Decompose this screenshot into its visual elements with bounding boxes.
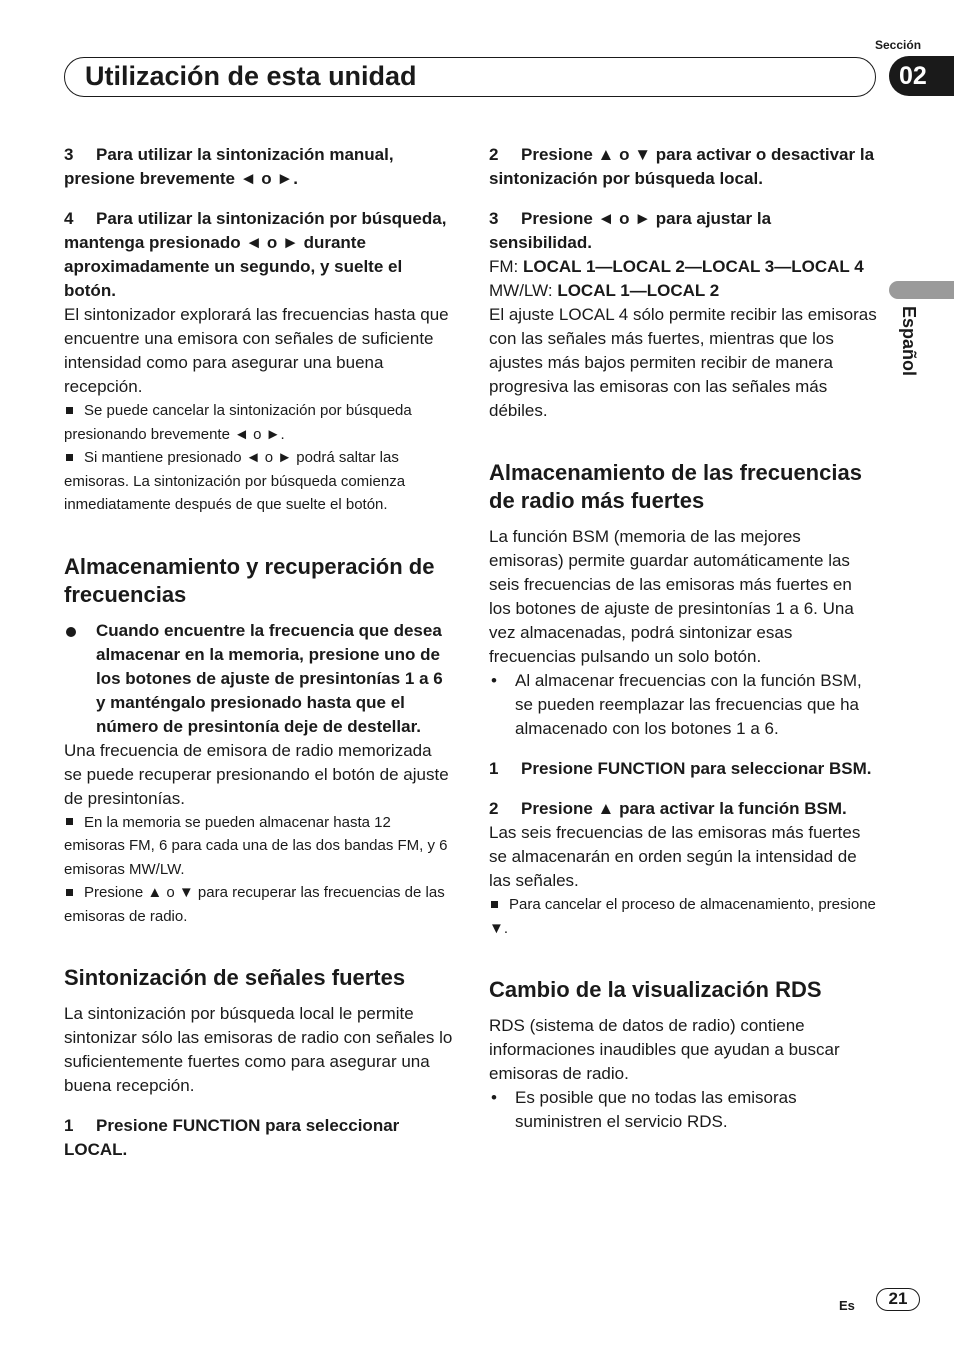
- mwlw-local-options: MW/LW: LOCAL 1—LOCAL 2: [489, 281, 720, 300]
- note-square-icon: [66, 407, 73, 414]
- step-dot-icon: [66, 627, 76, 637]
- section-number-badge: 02: [889, 56, 954, 96]
- step-select-local: 1 Presione FUNCTION para seleccionar LOCAL.: [64, 1116, 400, 1159]
- note-item: Presione ▲ o ▼ para recuperar las frecuencias de las emisoras de radio.: [64, 884, 445, 925]
- note-item: Para cancelar el proceso de almacenamiento, presione ▼.: [489, 896, 876, 937]
- heading-strong-signals: Sintonización de señales fuertes: [64, 965, 406, 990]
- note-square-icon: [66, 889, 73, 896]
- section-label: Sección: [875, 38, 922, 52]
- step-store-preset: Cuando encuentre la frecuencia que desea almacenar en la memoria, presione uno de los botones de ajuste de presintonías 1 a 6 y manténgalo presionado hasta que el número de presintonía deje de destellar.: [64, 619, 454, 739]
- rds-description: RDS (sistema de datos de radio) contiene informaciones inaudibles que ayudan a buscar emisoras de radio.: [489, 1016, 840, 1083]
- heading-bsm: Almacenamiento de las frecuencias de radio más fuertes: [489, 460, 862, 513]
- recall-description: Una frecuencia de emisora de radio memorizada se puede recuperar presionando el botón de ajuste de presintonías.: [64, 740, 449, 808]
- bullet-item: • Al almacenar frecuencias con la función BSM, se pueden reemplazar las frecuencias que ha almacenado con los botones 1 a 6.: [489, 669, 877, 741]
- local-seek-description: La sintonización por búsqueda local le permite sintonizar sólo las emisoras de radio con señales lo suficientemente fuertes como para asegurar una buena recepción.: [64, 1004, 453, 1095]
- note-square-icon: [66, 818, 73, 825]
- note-item: En la memoria se pueden almacenar hasta 12 emisoras FM, 6 para cada una de las dos bandas FM, y 6 emisoras MW/LW.: [64, 813, 448, 878]
- step-sensitivity: 3 Presione ◄ o ► para ajustar la sensibilidad.: [489, 209, 772, 252]
- right-column: [489, 143, 877, 1134]
- step-toggle-local: 2 Presione ▲ o ▼ para activar o desactivar la sintonización por búsqueda local.: [489, 145, 875, 188]
- page-title: Utilización de esta unidad: [64, 57, 876, 97]
- step-select-bsm: 1 Presione FUNCTION para seleccionar BSM.: [489, 759, 872, 778]
- step-seek-tuning: 4 Para utilizar la sintonización por búsqueda, mantenga presionado ◄ o ► durante aproximadamente un segundo, y suelte el botón.: [64, 209, 447, 300]
- language-tab-marker: [889, 281, 954, 299]
- note-item: Si mantiene presionado ◄ o ► podrá saltar las emisoras. La sintonización por búsqueda comienza inmediatamente después de que suelte el botón.: [64, 449, 406, 513]
- footer-language-code: Es: [839, 1298, 855, 1313]
- note-square-icon: [491, 901, 498, 908]
- note-square-icon: [66, 454, 73, 461]
- step-activate-bsm: 2 Presione ▲ para activar la función BSM.: [489, 799, 847, 818]
- bullet-item: • Es posible que no todas las emisoras suministren el servicio RDS.: [489, 1086, 877, 1134]
- step-manual-tuning: 3 Para utilizar la sintonización manual, presione brevemente ◄ o ►.: [64, 145, 394, 188]
- note-item: Se puede cancelar la sintonización por búsqueda presionando brevemente ◄ o ►.: [64, 402, 412, 443]
- seek-tuning-description: El sintonizador explorará las frecuencias hasta que encuentre una emisora con señales de suficiente intensidad como para asegurar una buena recepción.: [64, 305, 449, 396]
- heading-store-recall: Almacenamiento y recuperación de frecuencias: [64, 553, 435, 607]
- fm-local-options: FM: LOCAL 1—LOCAL 2—LOCAL 3—LOCAL 4: [489, 257, 864, 276]
- bsm-description: La función BSM (memoria de las mejores emisoras) permite guardar automáticamente las seis frecuencias de las emisoras más fuertes en los botones de ajuste de presintonías 1 a 6. Una vez almacenadas, podrá sintonizar esas frecuencias pulsando un solo botón.: [489, 527, 854, 666]
- local-setting-info: El ajuste LOCAL 4 sólo permite recibir las emisoras con las señales más fuertes, mientras que los ajustes más bajos permiten recibir de manera progresiva las emisoras con las señales más débiles.: [489, 305, 877, 420]
- page-number: 21: [876, 1288, 920, 1311]
- bsm-result-description: Las seis frecuencias de las emisoras más fuertes se almacenarán en orden según la intensidad de las señales.: [489, 823, 861, 890]
- left-column: [64, 143, 454, 1162]
- language-tab-label: Español: [899, 306, 919, 377]
- heading-rds: Cambio de la visualización RDS: [489, 977, 822, 1002]
